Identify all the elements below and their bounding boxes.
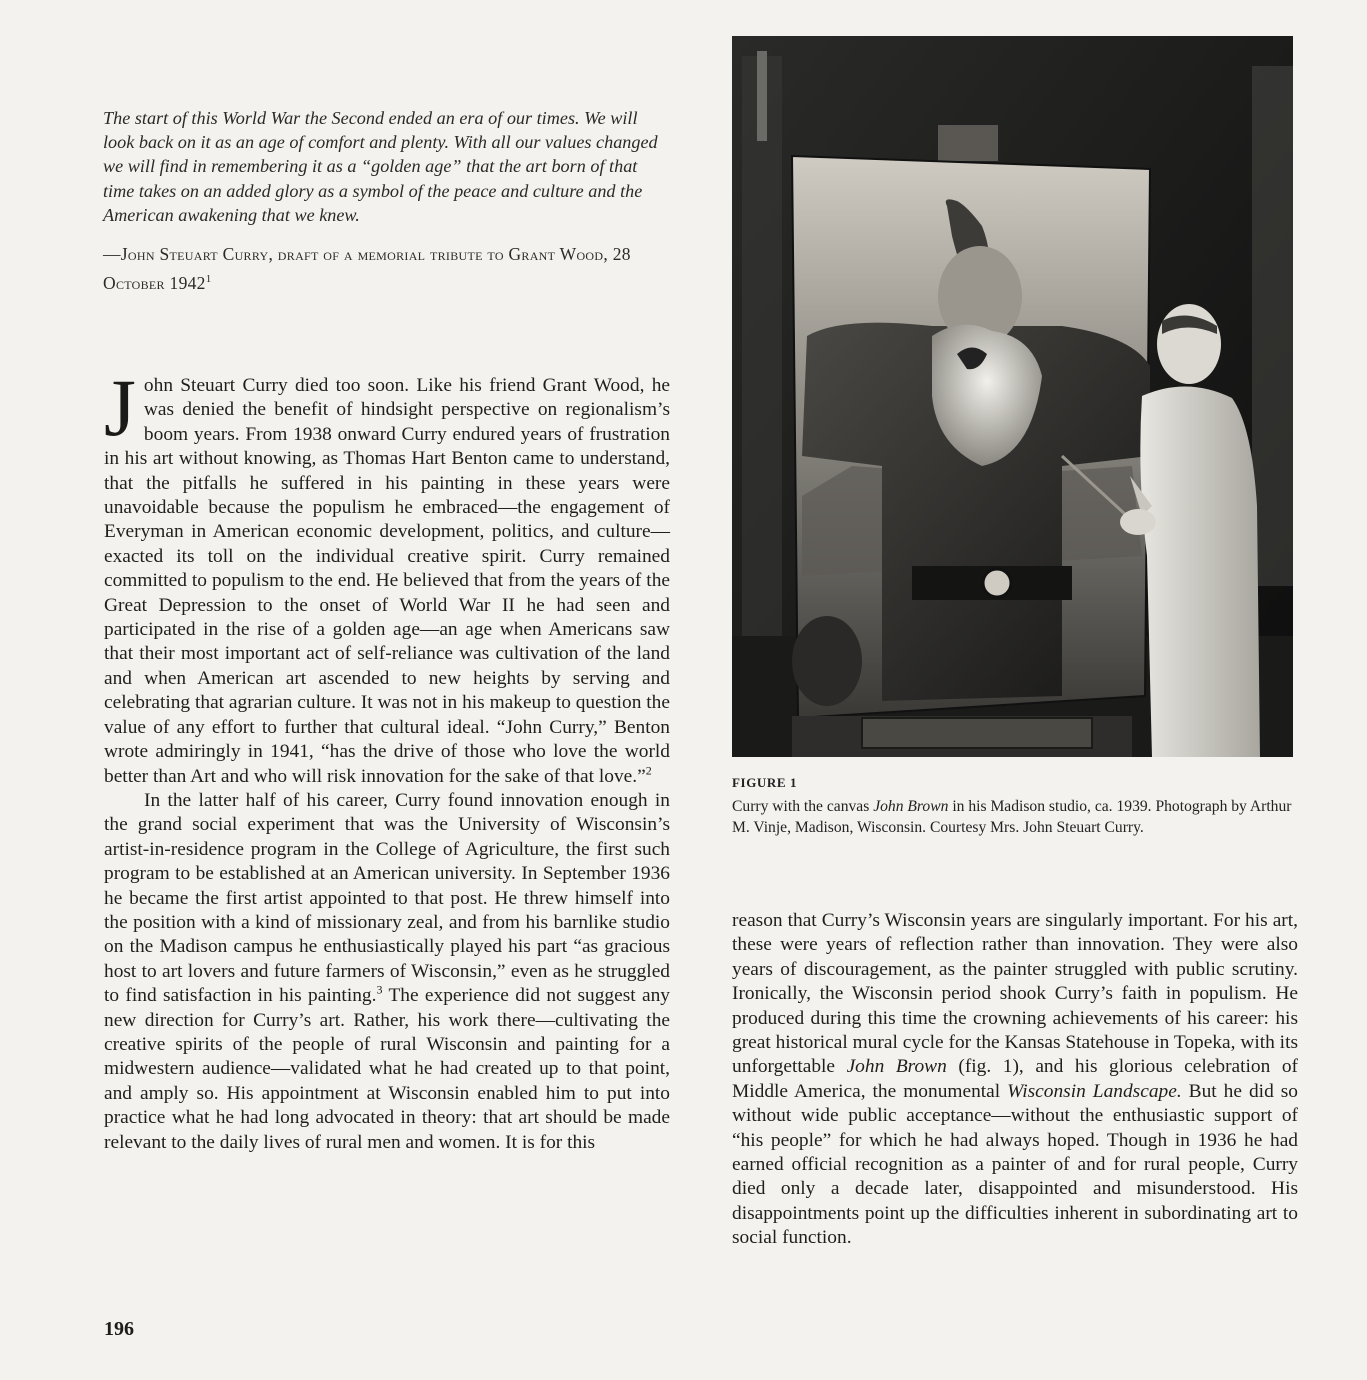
paragraph-3-text-c: But he did so without wide public acceptance—without the enthusiastic support of “his people” for which he had always hoped. Though in 1936 he had earned official recognition as a painter of and for rural people, Curry died only a decade later, disappointed and misunderstood. His disappointments point up the difficulties inherent in subordinating art to social function. — [732, 1080, 1298, 1249]
artwork-title-wisconsin-landscape: Wisconsin Landscape. — [1007, 1080, 1182, 1102]
caption-artwork-title: John Brown — [873, 798, 949, 815]
page-number: 196 — [104, 1318, 134, 1340]
studio-photo-illustration — [732, 36, 1293, 757]
body-column-right — [732, 909, 1298, 1251]
paragraph-3-text-b: (fig. 1), and his glorious celebration of Middle America, the monumental — [732, 1056, 1298, 1102]
figure-photograph — [732, 36, 1293, 757]
footnote-ref-3: 3 — [376, 982, 383, 997]
figure-caption — [732, 772, 1292, 838]
paragraph-1-text: ohn Steuart Curry died too soon. Like his friend Grant Wood, he was denied the benefit of hindsight perspective on regionalism’s boom years. From 1938 onward Curry endured years of frustration in his art without knowing, as Thomas Hart Benton came to understand, that the pitfalls he suffered in his painting in these years were unavoidable because the populism he embraced—the engagement of Everyman in American economic development, politics, and culture—exacted its toll on the individual creative spirit. Curry remained committed to populism to the end. He believed that from the years of the Great Depression to the onset of World War II he had seen and participated in the rise of a golden age—an age when Americans saw that their most important act of self-reliance was cultivation of the land and when American art ascended to new heights by serving and celebrating that agrarian culture. It was not in his makeup to question the value of any effort to further that cultural ideal. “John Curry,” Benton wrote admiringly in 1941, “has the drive of those who love the world better than Art and who will risk innovation for the sake of that love.” — [104, 375, 670, 787]
caption-text-a: Curry with the canvas — [732, 798, 874, 815]
attribution-text: —John Steuart Curry, draft of a memorial tribute to Grant Wood, 28 October 1942 — [103, 244, 631, 293]
epigraph-attribution — [103, 242, 673, 296]
caption-text-b: in his Madison studio, ca. 1939. Photograph by Arthur M. Vinje, Madison, Wisconsin. Courtesy Mrs. John Steuart Curry. — [732, 798, 1292, 836]
footnote-ref-2: 2 — [645, 763, 652, 778]
epigraph-quote: The start of this World War the Second ended an era of our times. We will look back on it as an age of comfort and plenty. With all our values changed we will find in remembering it as a “golden age” that the art born of that time takes on an added glory as a symbol of the peace and culture and the American awakening that we knew. — [103, 108, 658, 225]
body-paragraph-1 — [104, 362, 670, 789]
paragraph-2-text-a: In the latter half of his career, Curry found innovation enough in the grand social experiment that was the University of Wisconsin’s artist-in-residence program in the College of Agriculture, the first such program to be established at an American university. In September 1936 he became the first artist appointed to that post. He threw himself into the position with a kind of missionary zeal, and from his barnlike studio on the Madison campus he enthusiastically played his part “as gracious host to art lovers and future farmers of Wisconsin,” even as he struggled to find satisfaction in his painting. — [104, 789, 670, 1007]
drop-cap: J — [104, 362, 136, 453]
body-paragraph-3 — [732, 909, 1298, 1251]
paragraph-2-text-b: The experience did not suggest any new direction for Curry’s art. Rather, his work there—cultivating the creative spirits of the people of rural Wisconsin and painting for a midwestern audience—validated what he had created up to that point, and amply so. His appointment at Wisconsin enabled him to put into practice what he had long advocated in theory: that art should be made relevant to the daily lives of rural men and women. It is for this — [104, 985, 670, 1153]
body-paragraph-2 — [104, 789, 670, 1155]
figure-label: FIGURE 1 — [732, 775, 798, 790]
body-column-left — [104, 362, 670, 1155]
paragraph-3-text-a: reason that Curry’s Wisconsin years are singularly important. For his art, these were years of reflection rather than innovation. They were also years of discouragement, as the painter struggled with public scrutiny. Ironically, the Wisconsin period shook Curry’s faith in populism. He produced during this time the crowning achievements of his career: his great historical mural cycle for the Kansas Statehouse in Topeka, with its unforgettable — [732, 910, 1298, 1078]
artwork-title-john-brown: John Brown — [846, 1056, 947, 1078]
footnote-ref-1: 1 — [205, 273, 212, 285]
